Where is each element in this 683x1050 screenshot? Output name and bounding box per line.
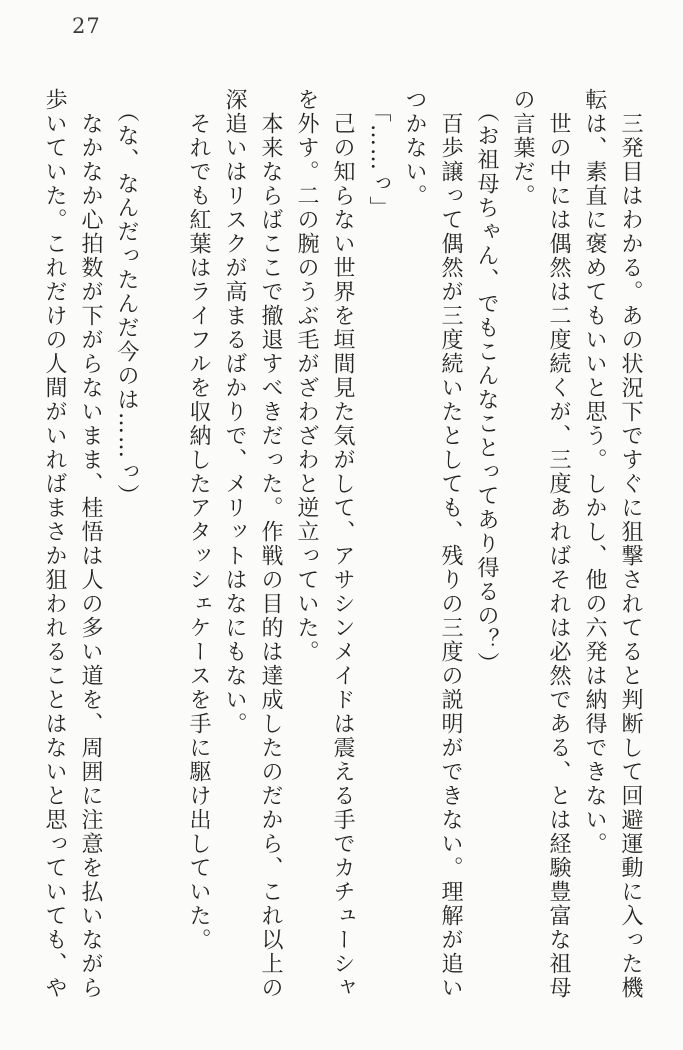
text-line: 三発目はわかる。あの状況下ですぐに狙撃されてると判断して回避運動に入った機 (618, 112, 643, 1000)
text-line: 深追いはリスクが高まるばかりで、メリットはなにもない。 (222, 88, 247, 736)
page-number: 27 (72, 14, 101, 38)
blank-line (144, 88, 180, 1033)
text-line: （な、なんだったんだ今のは……っ） (114, 100, 139, 508)
text-line: それでも紅葉はライフルを収納したアタッシェケースを手に駆け出していた。 (186, 112, 211, 952)
text-line: 世の中には偶然は二度続くが、三度あればそれは必然である、とは経験豊富な祖母 (546, 112, 571, 1000)
text-line: なかなか心拍数が下がらないまま、桂悟は人の多い道を、周囲に注意を払いながら (78, 112, 103, 1000)
text-line: 百歩譲って偶然が三度続いたとしても、残りの三度の説明ができない。理解が追い (438, 112, 463, 1000)
text-line: 本来ならばここで撤退すべきだった。作戦の目的は達成したのだから、これ以上の (258, 112, 283, 1000)
text-line: 歩いていた。これだけの人間がいればまさか狙われることはないと思っていても、や (42, 88, 67, 1000)
text-line: 転は、素直に褒めてもいいと思う。しかし、他の六発は納得できない。 (582, 88, 607, 856)
text-line: を外す。二の腕のうぶ毛がざわざわと逆立っていた。 (294, 88, 319, 664)
text-line: 己の知らない世界を垣間見た気がして、アサシンメイドは震える手でカチューシャ (330, 112, 355, 1000)
text-line: の言葉だ。 (510, 88, 535, 208)
text-block (36, 88, 648, 1033)
text-line: つかない。 (402, 88, 427, 208)
text-line: （お祖母ちゃん、でもこんなことってあり得るの？） (474, 100, 499, 676)
text-line: 「……っ」 (366, 100, 391, 220)
